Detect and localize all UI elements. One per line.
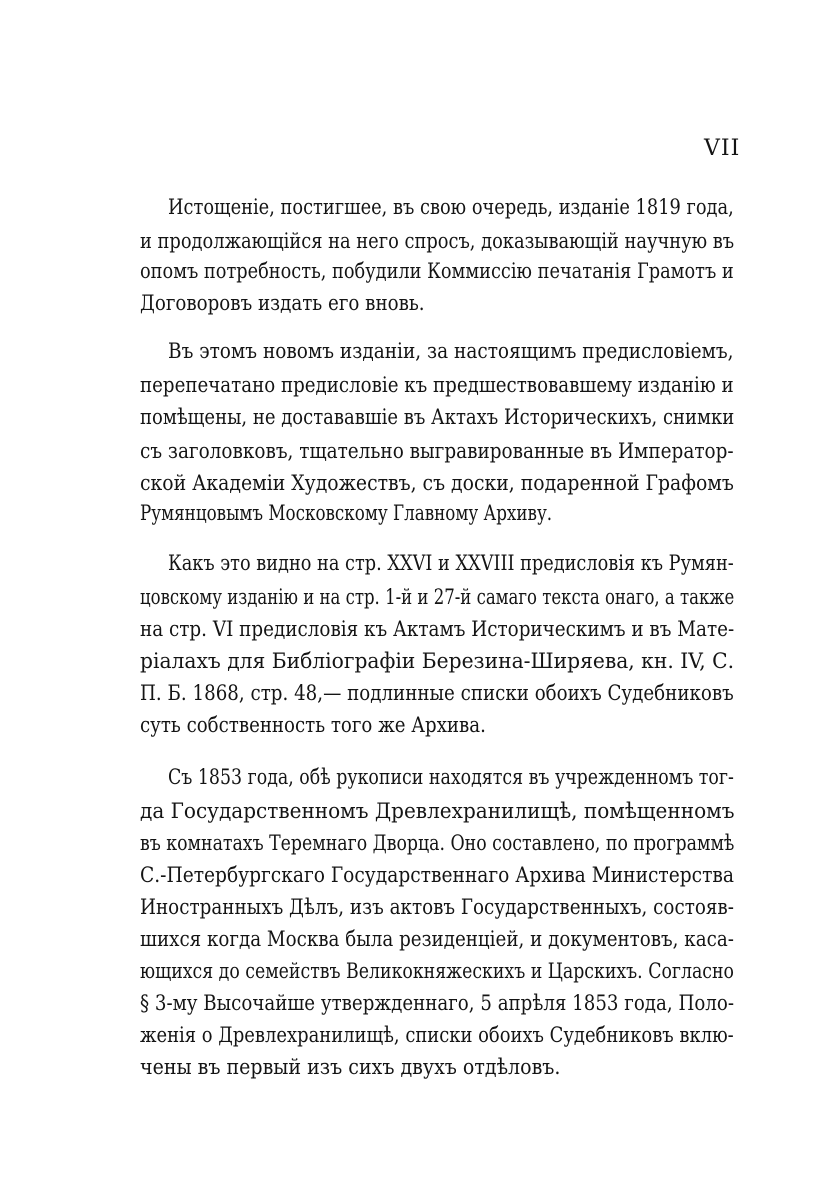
text-line: и продолжающійся на него спросъ, доказывающій научную въ xyxy=(140,229,735,253)
text-line: Съ 1853 года, обѣ рукописи находятся въ учрежденномъ тог- xyxy=(168,765,734,789)
page-number: VII xyxy=(704,136,741,161)
text-line: П. Б. 1868, стр. 48,— подлинные списки обоихъ Судебниковъ xyxy=(140,681,734,705)
text-line: Истощеніе, постигшее, въ свою очередь, изданіе 1819 года, xyxy=(168,195,734,219)
text-line: въ комнатахъ Теремнаго Дворца. Оно составлено, по программѣ xyxy=(140,831,735,855)
text-line: цовскому изданію и на стр. 1-й и 27-й самаго текста онаго, а также xyxy=(140,585,735,609)
text-line: Договоровъ издать его вновь. xyxy=(140,291,425,315)
text-line: Румянцовымъ Московскому Главному Архиву. xyxy=(140,501,553,525)
text-line: Иностранныхъ Дѣлъ, изъ актовъ Государственныхъ, состояв- xyxy=(140,895,734,919)
text-line: шихся когда Москва была резиденціей, и документовъ, каса- xyxy=(140,927,734,951)
text-line: суть собственность того же Архива. xyxy=(140,713,486,737)
text-line: ской Академіи Художествъ, съ доски, подаренной Графомъ xyxy=(140,471,734,495)
text-line: ріалахъ для Библіографіи Березина-Ширяева, кн. IV, С. xyxy=(140,649,735,673)
text-line: С.-Петербургскаго Государственнаго Архива Министерства xyxy=(140,863,734,887)
text-line: перепечатано предисловіе къ предшествовавшему изданію и xyxy=(140,373,734,397)
text-line: женія о Древлехранилищѣ, списки обоихъ Судебниковъ вклю- xyxy=(140,1023,734,1047)
text-line: чены въ первый изъ сихъ двухъ отдѣловъ. xyxy=(140,1055,561,1079)
text-line: § 3-му Высочайше утвержденнаго, 5 апрѣля 1853 года, Поло- xyxy=(140,991,734,1015)
text-line: ющихся до семействъ Великокняжескихъ и Царскихъ. Согласно xyxy=(140,959,734,983)
text-line: съ заголовковъ, тщательно выгравированные въ Император- xyxy=(140,439,734,463)
text-line: на стр. VI предисловія къ Актамъ Историческимъ и въ Мате- xyxy=(140,617,735,641)
text-line: опомъ потребность, побудили Коммиссію печатанія Грамотъ и xyxy=(140,259,734,283)
text-line: Въ этомъ новомъ изданіи, за настоящимъ предисловіемъ, xyxy=(168,339,734,363)
text-line: Какъ это видно на стр. XXVI и XXVIII предисловія къ Румян- xyxy=(168,551,734,575)
text-line: да Государственномъ Древлехранилищѣ, помѣщенномъ xyxy=(140,799,735,823)
text-line: помѣщены, не достававшіе въ Актахъ Историческихъ, снимки xyxy=(140,405,735,429)
